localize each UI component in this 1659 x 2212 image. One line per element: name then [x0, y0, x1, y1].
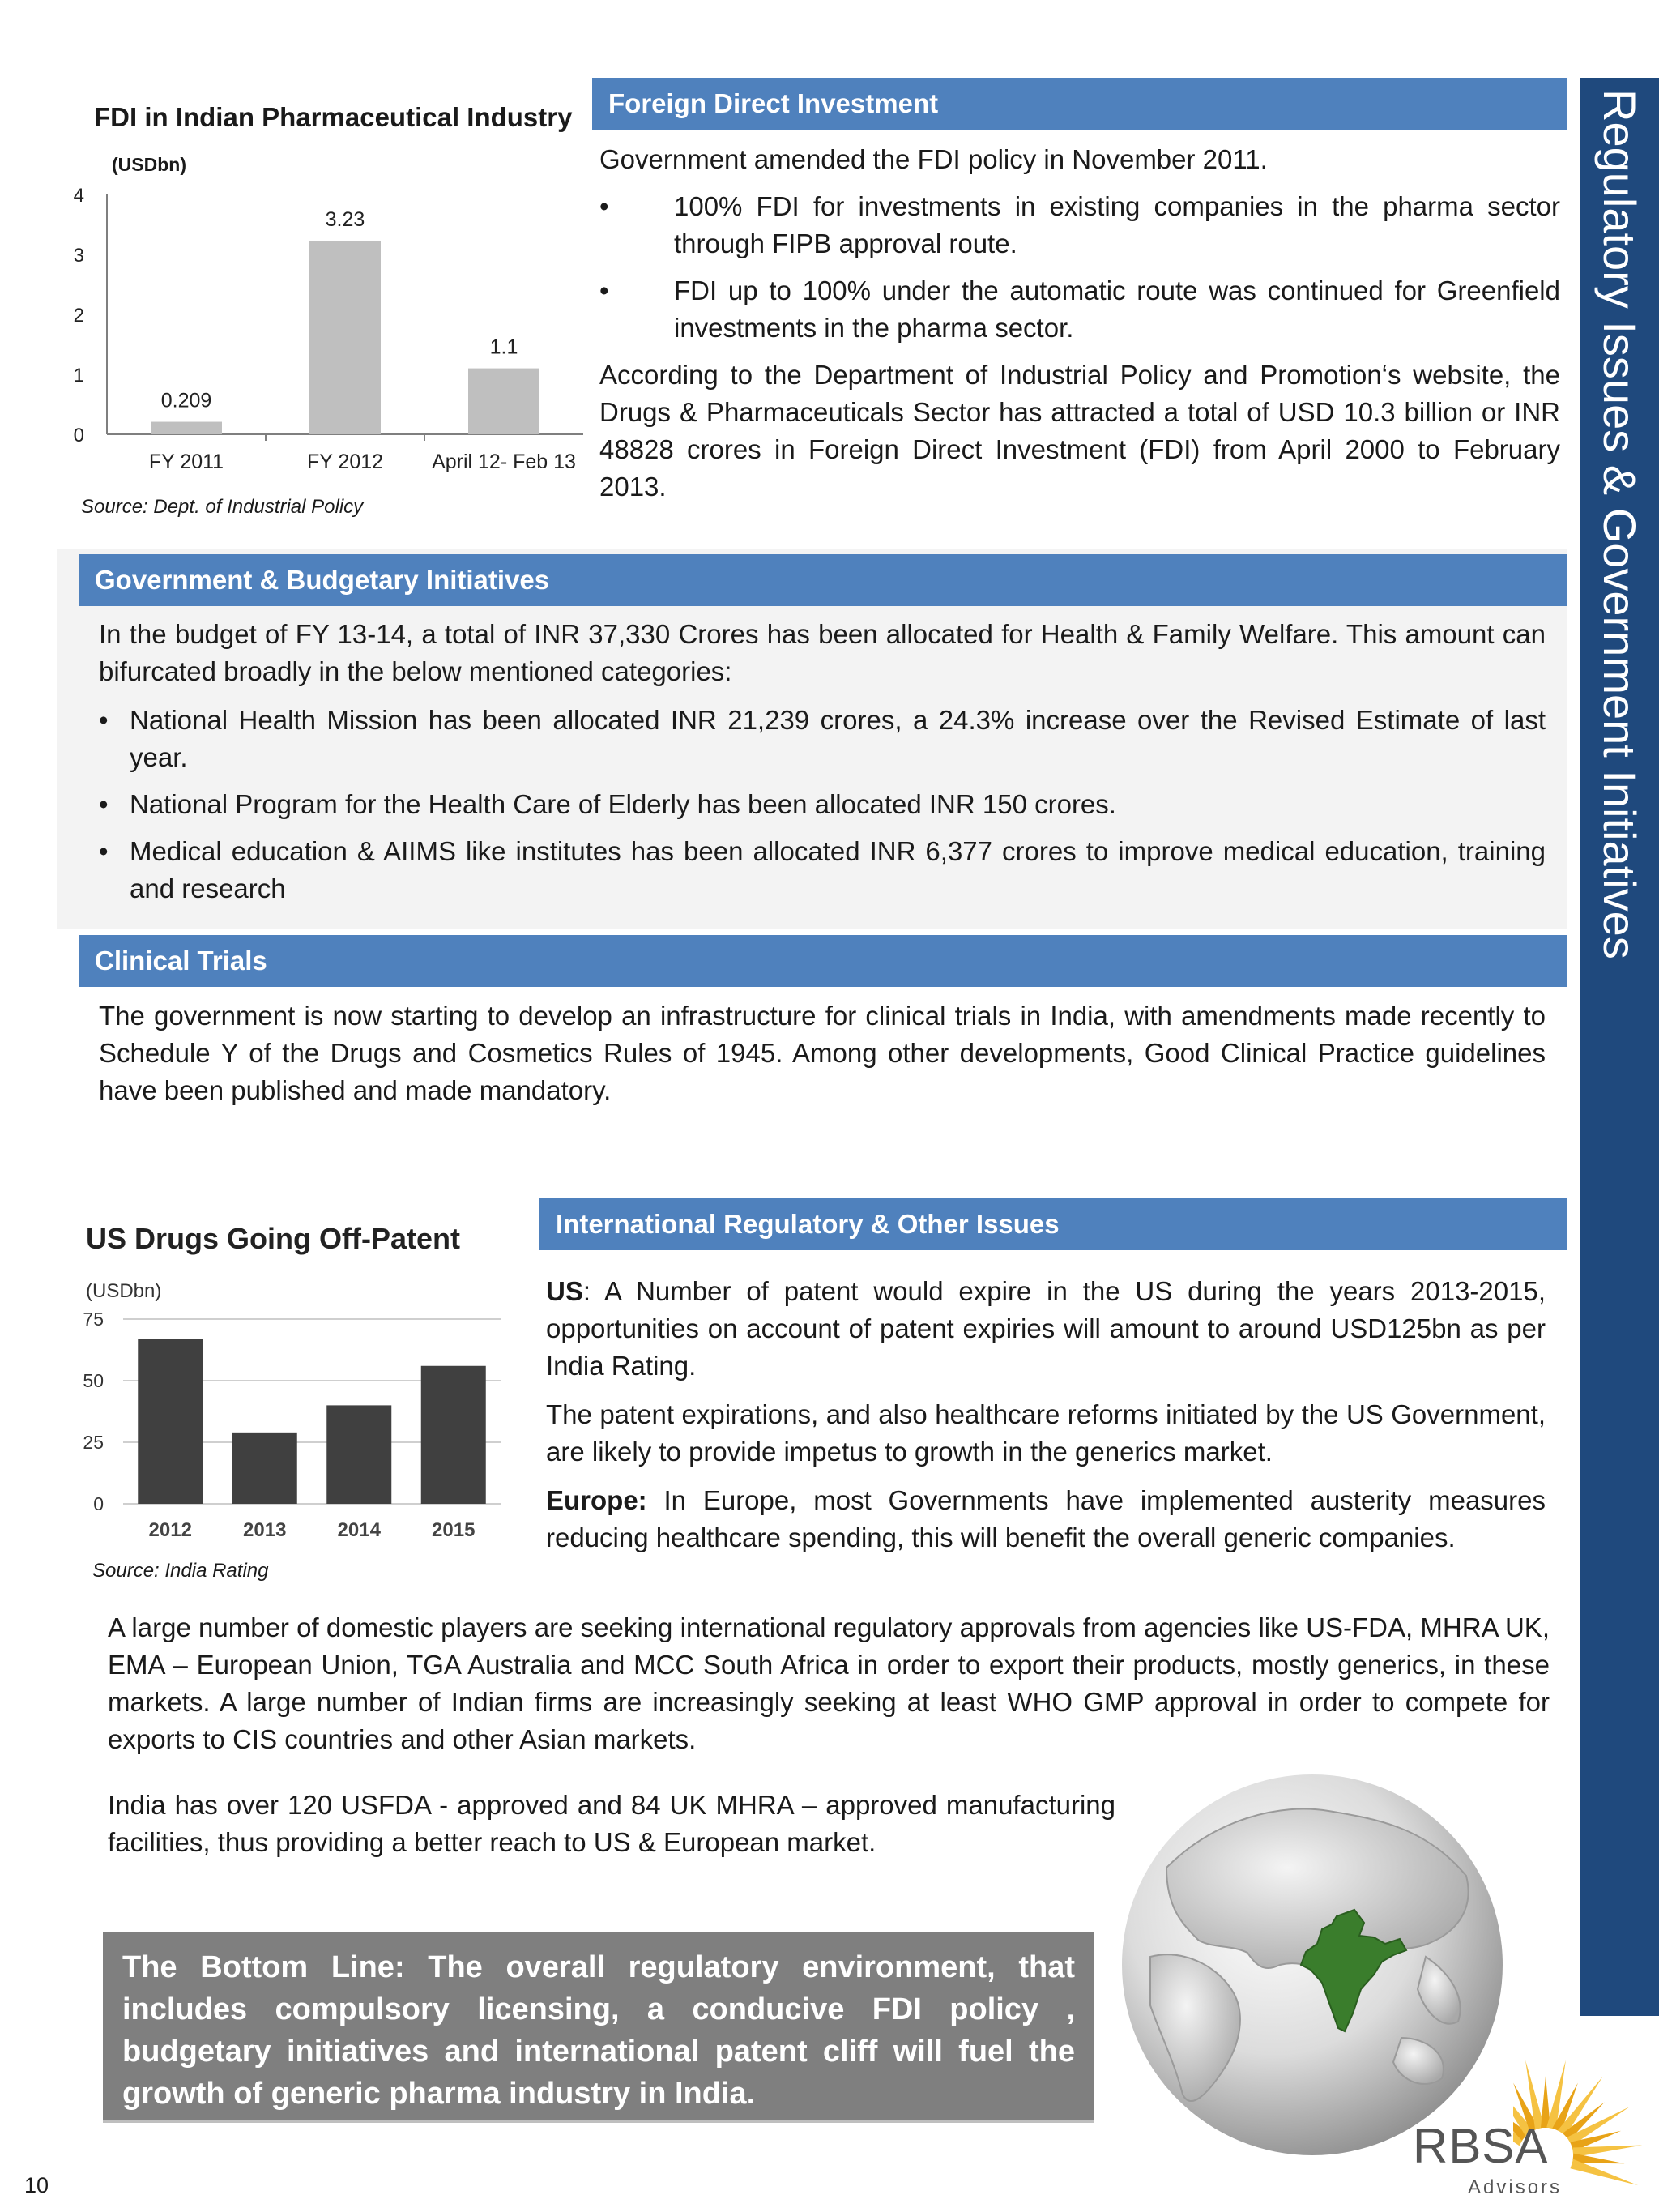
sidebar-title: Regulatory Issues & Government Initiatives: [1594, 89, 1645, 959]
intl-europe-label: Europe:: [546, 1485, 647, 1515]
budget-bullet-text: National Health Mission has been allocated INR 21,239 crores, a 24.3% increase over the Revised Estimate of last year.: [130, 705, 1546, 772]
budget-intro: In the budget of FY 13-14, a total of INR 37,330 Crores has been allocated for Health & Family Welfare. This amount can bifurcated broadly in the below mentioned categories:: [99, 619, 1546, 686]
x-tick-label: 2012: [148, 1519, 192, 1541]
data-label: 0.209: [160, 389, 212, 412]
intl-us-text: : A Number of patent would expire in the US during the years 2013-2015, opportunities on account of patent expiries will amount to around USD125bn as per India Rating.: [546, 1276, 1546, 1381]
intl-patent-paragraph: The patent expirations, and also healthcare reforms initiated by the US Government, are likely to provide impetus to growth in the generics market.: [546, 1399, 1546, 1467]
globe-india-map: [1118, 1770, 1507, 2159]
bar: [232, 1433, 297, 1504]
page-number: 10: [24, 2173, 49, 2197]
logo-tagline: Advisors: [1468, 2176, 1563, 2198]
bullet-icon: •: [599, 275, 609, 305]
y-tick-label: 0: [73, 425, 84, 446]
bullet-icon: •: [599, 191, 609, 221]
bullet-icon: •: [99, 789, 109, 819]
x-tick-label: 2015: [432, 1519, 476, 1541]
y-tick-label: 75: [83, 1309, 104, 1330]
bar: [326, 1405, 391, 1504]
y-tick-label: 3: [73, 245, 84, 267]
bullet-icon: •: [99, 836, 109, 866]
fdi-bullet-text: 100% FDI for investments in existing companies in the pharma sector through FIPB approval route.: [674, 191, 1560, 258]
y-tick-label: 1: [73, 365, 84, 386]
bottom-line-box: [103, 1932, 1094, 2123]
data-label: 1.1: [489, 335, 518, 359]
facilities-paragraph: India has over 120 USFDA - approved and 84 UK MHRA – approved manufacturing facilities, thus providing a better reach to US & European market.: [108, 1790, 1115, 1857]
y-tick-label: 0: [93, 1493, 104, 1514]
fdi-closing: According to the Department of Industrial Policy and Promotion‘s website, the Drugs & Pharmaceuticals Sector has attracted a total of USD 10.3 billion or INR 48828 crores in Foreign Direct Investment (FDI) from April 2000 to February 2013.: [599, 360, 1560, 502]
x-tick-label: 2013: [243, 1519, 287, 1541]
fdi-bullet-text: FDI up to 100% under the automatic route was continued for Greenfield investments in the pharma sector.: [674, 275, 1560, 343]
patent-chart-source: Source: India Rating: [92, 1560, 269, 1582]
bar: [151, 422, 222, 434]
bar: [468, 369, 539, 434]
intl-europe-text: In Europe, most Governments have implemented austerity measures reducing healthcare spending, this will benefit the overall generic companies.: [546, 1485, 1546, 1552]
budget-body: [99, 616, 1546, 917]
fdi-chart-title: FDI in Indian Pharmaceutical Industry: [94, 102, 573, 132]
fdi-bullet: [599, 188, 1560, 263]
bottom-line-text: The Bottom Line: The overall regulatory environment, that includes compulsory licensing, a conducive FDI policy , budgetary initiatives and international patent cliff will fuel the growth of generic pharma industry in India.: [122, 1950, 1075, 2111]
logo-name: RBSA: [1413, 2119, 1549, 2173]
patent-chart-unit: (USDbn): [86, 1280, 162, 1302]
bullet-icon: •: [99, 705, 109, 735]
clinical-heading: Clinical Trials: [79, 935, 1567, 987]
budget-bullet: [99, 833, 1546, 907]
intl-us-label: US: [546, 1276, 583, 1306]
bottom-line-rule: [103, 2120, 1094, 2123]
budget-heading: Government & Budgetary Initiatives: [79, 554, 1567, 606]
approvals-paragraph: A large number of domestic players are seeking international regulatory approvals from agencies like US-FDA, MHRA UK, EMA – European Union, TGA Australia and MCC South Africa in order to export their products, mostly generics, in these markets. A large number of Indian firms are increasingly seeking at least WHO GMP approval in order to compete for exports to CIS countries and other Asian markets.: [108, 1612, 1550, 1754]
patent-chart-title: US Drugs Going Off-Patent: [86, 1222, 460, 1255]
x-tick-label: 2014: [337, 1519, 381, 1541]
fdi-bullet: [599, 272, 1560, 347]
intl-body: [546, 1273, 1546, 1568]
y-tick-label: 50: [83, 1370, 104, 1391]
x-tick-label: April 12- Feb 13: [432, 451, 576, 473]
y-tick-label: 2: [73, 305, 84, 327]
fdi-chart: [57, 170, 591, 486]
x-tick-label: FY 2012: [306, 451, 384, 473]
bar: [309, 241, 381, 434]
fdi-heading: Foreign Direct Investment: [592, 78, 1567, 130]
clinical-body: The government is now starting to develop an infrastructure for clinical trials in India, with amendments made recently to Schedule Y of the Drugs and Cosmetics Rules of 1945. Among other developments, Good Clinical Practice guidelines have been published and made mandatory.: [99, 1001, 1546, 1105]
patent-chart: [73, 1296, 510, 1556]
fdi-chart-unit: (USDbn): [112, 154, 186, 175]
fdi-chart-source: Source: Dept. of Industrial Policy: [81, 496, 364, 518]
fdi-intro: Government amended the FDI policy in November 2011.: [599, 144, 1268, 174]
y-tick-label: 25: [83, 1432, 104, 1453]
data-label: 3.23: [325, 207, 365, 231]
intl-europe-paragraph: [546, 1482, 1546, 1557]
x-tick-label: FY 2011: [148, 451, 224, 473]
y-tick-label: 4: [73, 185, 84, 207]
budget-bullet-text: Medical education & AIIMS like institutes has been allocated INR 6,377 crores to improve medical education, training and research: [130, 836, 1546, 903]
budget-bullet: [99, 702, 1546, 776]
budget-bullet-text: National Program for the Health Care of Elderly has been allocated INR 150 crores.: [130, 789, 1116, 819]
intl-heading: International Regulatory & Other Issues: [539, 1198, 1567, 1250]
bar: [138, 1339, 203, 1504]
bar: [421, 1366, 486, 1504]
intl-us-paragraph: [546, 1273, 1546, 1385]
fdi-body: [599, 141, 1560, 517]
budget-bullet: [99, 786, 1546, 823]
